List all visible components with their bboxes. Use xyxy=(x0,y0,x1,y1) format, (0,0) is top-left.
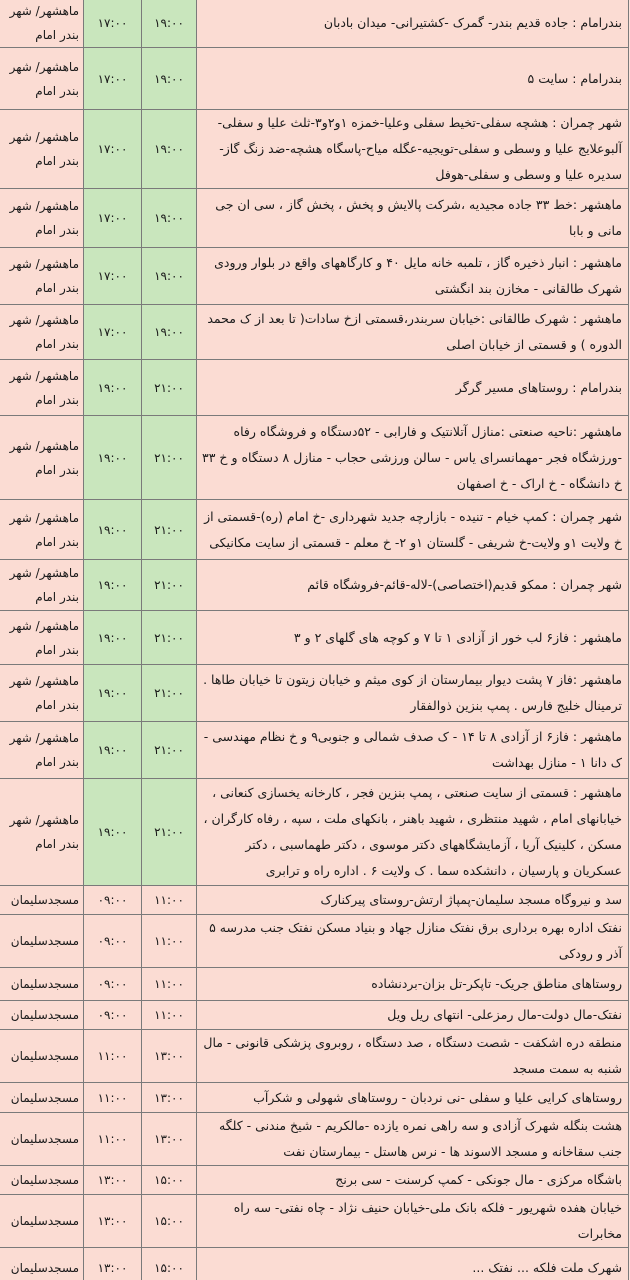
table-row xyxy=(0,1248,629,1280)
city-cell: مسجدسلیمان xyxy=(0,1030,84,1083)
city-cell: مسجدسلیمان xyxy=(0,915,84,968)
city-cell: ماهشهر/ شهر بندر امام xyxy=(0,110,84,189)
to-time-cell: ۱۳:۰۰ xyxy=(142,1030,197,1083)
area-cell: سد و نیروگاه مسجد سلیمان-پمپاژ ارتش-روستای پیرکنارک xyxy=(197,886,629,915)
table-row xyxy=(0,1195,629,1248)
area-cell: ماهشهر : شهرک طالقانی :خیابان سربندر،قسمتی ازخ سادات( تا بعد از ک محمد الدوره ) و قسمتی از خیابان اصلی xyxy=(197,305,629,360)
to-time-cell: ۱۵:۰۰ xyxy=(142,1166,197,1195)
table-row xyxy=(0,305,629,360)
table-row xyxy=(0,1113,629,1166)
table-row xyxy=(0,665,629,722)
to-time-cell: ۱۱:۰۰ xyxy=(142,915,197,968)
from-time-cell: ۱۹:۰۰ xyxy=(84,500,142,560)
from-time-cell: ۱۹:۰۰ xyxy=(84,416,142,500)
area-cell: نفتک اداره بهره برداری برق نفتک منازل جهاد و بنیاد مسکن نفتک جنب مدرسه ۵ آذر و رودکی xyxy=(197,915,629,968)
to-time-cell: ۲۱:۰۰ xyxy=(142,360,197,416)
from-time-cell: ۱۹:۰۰ xyxy=(84,665,142,722)
from-time-cell: ۱۷:۰۰ xyxy=(84,248,142,305)
from-time-cell: ۱۹:۰۰ xyxy=(84,611,142,665)
table-row xyxy=(0,722,629,779)
city-cell: ماهشهر/ شهر بندر امام xyxy=(0,416,84,500)
area-cell: ماهشهر :ناحیه صنعتی :منازل آتلانتیک و فارابی - ۵۲دستگاه و فروشگاه رفاه -ورزشگاه فجر -مهمانسرای یاس - سالن ورزشی حجاب - منازل ۸ دستگاه و خ ۳۳ خ دانشگاه - خ اراک - خ اصفهان xyxy=(197,416,629,500)
city-cell: مسجدسلیمان xyxy=(0,886,84,915)
table-row xyxy=(0,968,629,1001)
from-time-cell: ۱۱:۰۰ xyxy=(84,1030,142,1083)
from-time-cell: ۱۹:۰۰ xyxy=(84,722,142,779)
area-cell: شهر چمران : ممکو قدیم(اختصاصی)-لاله-قائم-فروشگاه قائم xyxy=(197,560,629,611)
city-cell: ماهشهر/ شهر بندر امام xyxy=(0,189,84,248)
to-time-cell: ۱۹:۰۰ xyxy=(142,248,197,305)
from-time-cell: ۰۹:۰۰ xyxy=(84,1001,142,1030)
area-cell: منطقه دره اشکفت - شصت دستگاه ، صد دستگاه ، روبروی پزشکی قانونی - مال شنبه به سمت مسجد xyxy=(197,1030,629,1083)
table-row xyxy=(0,1166,629,1195)
to-time-cell: ۲۱:۰۰ xyxy=(142,500,197,560)
from-time-cell: ۱۳:۰۰ xyxy=(84,1195,142,1248)
from-time-cell: ۱۷:۰۰ xyxy=(84,189,142,248)
table-row xyxy=(0,611,629,665)
city-cell: ماهشهر/ شهر بندر امام xyxy=(0,722,84,779)
from-time-cell: ۱۳:۰۰ xyxy=(84,1248,142,1280)
from-time-cell: ۱۱:۰۰ xyxy=(84,1113,142,1166)
area-cell: ماهشهر : فاز۶ از آزادی ۸ تا ۱۴ - ک صدف شمالی و جنوبی۹ و خ نظام مهندسی - ک دانا ۱ - منازل بهداشت xyxy=(197,722,629,779)
table-row xyxy=(0,1030,629,1083)
table-row xyxy=(0,915,629,968)
from-time-cell: ۰۹:۰۰ xyxy=(84,915,142,968)
to-time-cell: ۲۱:۰۰ xyxy=(142,722,197,779)
table-row xyxy=(0,1083,629,1113)
to-time-cell: ۲۱:۰۰ xyxy=(142,416,197,500)
from-time-cell: ۱۹:۰۰ xyxy=(84,779,142,886)
to-time-cell: ۱۹:۰۰ xyxy=(142,48,197,110)
from-time-cell: ۰۹:۰۰ xyxy=(84,968,142,1001)
city-cell: مسجدسلیمان xyxy=(0,1083,84,1113)
table-row xyxy=(0,779,629,886)
city-cell: مسجدسلیمان xyxy=(0,1195,84,1248)
to-time-cell: ۱۵:۰۰ xyxy=(142,1248,197,1280)
from-time-cell: ۱۷:۰۰ xyxy=(84,305,142,360)
to-time-cell: ۲۱:۰۰ xyxy=(142,779,197,886)
city-cell: ماهشهر/ شهر بندر امام xyxy=(0,665,84,722)
area-cell: نفتک-مال دولت-مال رمزعلی- انتهای ریل ویل xyxy=(197,1001,629,1030)
city-cell: مسجدسلیمان xyxy=(0,968,84,1001)
to-time-cell: ۱۹:۰۰ xyxy=(142,110,197,189)
city-cell: ماهشهر/ شهر بندر امام xyxy=(0,500,84,560)
from-time-cell: ۱۹:۰۰ xyxy=(84,360,142,416)
table-row xyxy=(0,110,629,189)
area-cell: هشت بنگله شهرک آزادی و سه راهی نمره یازده -مالکریم - شیخ مندنی - کلگه جنب سقاخانه و مسجد الاسوند ها - نرس هاستل - بیمارستان نفت xyxy=(197,1113,629,1166)
city-cell: مسجدسلیمان xyxy=(0,1113,84,1166)
area-cell: بندرامام : روستاهای مسیر گرگر xyxy=(197,360,629,416)
table-row xyxy=(0,360,629,416)
area-cell: بندرامام : جاده قدیم بندر- گمرک -کشتیرانی- میدان بادبان xyxy=(197,0,629,48)
to-time-cell: ۱۳:۰۰ xyxy=(142,1083,197,1113)
area-cell: روستاهای مناطق جریک- تاپکر-تل بزان-بردنشاده xyxy=(197,968,629,1001)
from-time-cell: ۱۹:۰۰ xyxy=(84,560,142,611)
to-time-cell: ۲۱:۰۰ xyxy=(142,665,197,722)
city-cell: مسجدسلیمان xyxy=(0,1166,84,1195)
to-time-cell: ۱۱:۰۰ xyxy=(142,968,197,1001)
area-cell: ماهشهر :خط ۳۳ جاده مجیدیه ،شرکت پالایش و پخش ، پخش گاز ، سی ان جی مانی و بابا xyxy=(197,189,629,248)
area-cell: روستاهای کرایی علیا و سفلی -نی نردبان - روستاهای شهولی و شکرآب xyxy=(197,1083,629,1113)
city-cell: ماهشهر/ شهر بندر امام xyxy=(0,360,84,416)
city-cell: مسجدسلیمان xyxy=(0,1001,84,1030)
table-row xyxy=(0,416,629,500)
table-row xyxy=(0,1001,629,1030)
to-time-cell: ۲۱:۰۰ xyxy=(142,611,197,665)
city-cell: ماهشهر/ شهر بندر امام xyxy=(0,779,84,886)
city-cell: ماهشهر/ شهر بندر امام xyxy=(0,611,84,665)
from-time-cell: ۱۱:۰۰ xyxy=(84,1083,142,1113)
area-cell: ماهشهر : فاز۶ لب خور از آزادی ۱ تا ۷ و کوچه های گلهای ۲ و ۳ xyxy=(197,611,629,665)
area-cell: ماهشهر : انبار ذخیره گاز ، تلمبه خانه مایل ۴۰ و کارگاههای واقع در بلوار ورودی شهرک طالقانی - مخازن بند انگشتی xyxy=(197,248,629,305)
to-time-cell: ۱۵:۰۰ xyxy=(142,1195,197,1248)
to-time-cell: ۱۹:۰۰ xyxy=(142,305,197,360)
to-time-cell: ۲۱:۰۰ xyxy=(142,560,197,611)
to-time-cell: ۱۳:۰۰ xyxy=(142,1113,197,1166)
table-row xyxy=(0,886,629,915)
city-cell: ماهشهر/ شهر بندر امام xyxy=(0,305,84,360)
city-cell: ماهشهر/ شهر بندر امام xyxy=(0,248,84,305)
from-time-cell: ۰۹:۰۰ xyxy=(84,886,142,915)
area-cell: شهرک ملت فلکه ... نفتک ... xyxy=(197,1248,629,1280)
table-row xyxy=(0,189,629,248)
area-cell: شهر چمران : هشچه سفلی-تخیط سفلی وعلیا-خمزه ۱و۲و۳-ثلث علیا و سفلی-آلبوعلایج علیا و وسطی و سفلی-تویجیه-عگله میاح-پاسگاه هشچه-ضد زنگ گاز-سدیره علیا و وسطی و سفلی-هوفل xyxy=(197,110,629,189)
table-row xyxy=(0,500,629,560)
to-time-cell: ۱۱:۰۰ xyxy=(142,886,197,915)
from-time-cell: ۱۷:۰۰ xyxy=(84,110,142,189)
area-cell: شهر چمران : کمپ خیام - تنیده - بازارچه جدید شهرداری -خ امام (ره)-قسمتی از خ ولایت ۱و ولایت-خ شریفی - گلستان ۱و ۲- خ معلم - قسمتی از سایت مکانیکی xyxy=(197,500,629,560)
from-time-cell: ۱۷:۰۰ xyxy=(84,48,142,110)
to-time-cell: ۱۹:۰۰ xyxy=(142,189,197,248)
table-row xyxy=(0,560,629,611)
area-cell: ماهشهر : قسمتی از سایت صنعتی ، پمپ بنزین فجر ، کارخانه یخسازی کنعانی ، خیابانهای امام ، شهید منتظری ، شهید باهنر ، بانکهای ملت ، سپه ، رفاه کارگران ، مسکن ، کلینیک آریا ، آزمایشگاههای دکتر موسوی ، دکتر طهماسبی ، دکتر عسکریان و پارسیان ، دانشکده سما . ک ولایت ۶ . اداره راه و ترابری xyxy=(197,779,629,886)
to-time-cell: ۱۹:۰۰ xyxy=(142,0,197,48)
table-row xyxy=(0,48,629,110)
city-cell: ماهشهر/ شهر بندر امام xyxy=(0,0,84,48)
city-cell: مسجدسلیمان xyxy=(0,1248,84,1280)
area-cell: ماهشهر :فاز ۷ پشت دیوار بیمارستان از کوی میثم و خیابان زیتون تا خیابان طاها . ترمینال خلیج فارس . پمپ بنزین ذوالفقار xyxy=(197,665,629,722)
to-time-cell: ۱۱:۰۰ xyxy=(142,1001,197,1030)
from-time-cell: ۱۳:۰۰ xyxy=(84,1166,142,1195)
area-cell: باشگاه مرکزی - مال جونکی - کمپ کرسنت - سی برنج xyxy=(197,1166,629,1195)
area-cell: خیابان هفده شهریور - فلکه بانک ملی-خیابان حنیف نژاد - چاه نفتی- سه راه مخابرات xyxy=(197,1195,629,1248)
area-cell: بندرامام : سایت ۵ xyxy=(197,48,629,110)
from-time-cell: ۱۷:۰۰ xyxy=(84,0,142,48)
city-cell: ماهشهر/ شهر بندر امام xyxy=(0,560,84,611)
table-row xyxy=(0,248,629,305)
table-row xyxy=(0,0,629,48)
city-cell: ماهشهر/ شهر بندر امام xyxy=(0,48,84,110)
